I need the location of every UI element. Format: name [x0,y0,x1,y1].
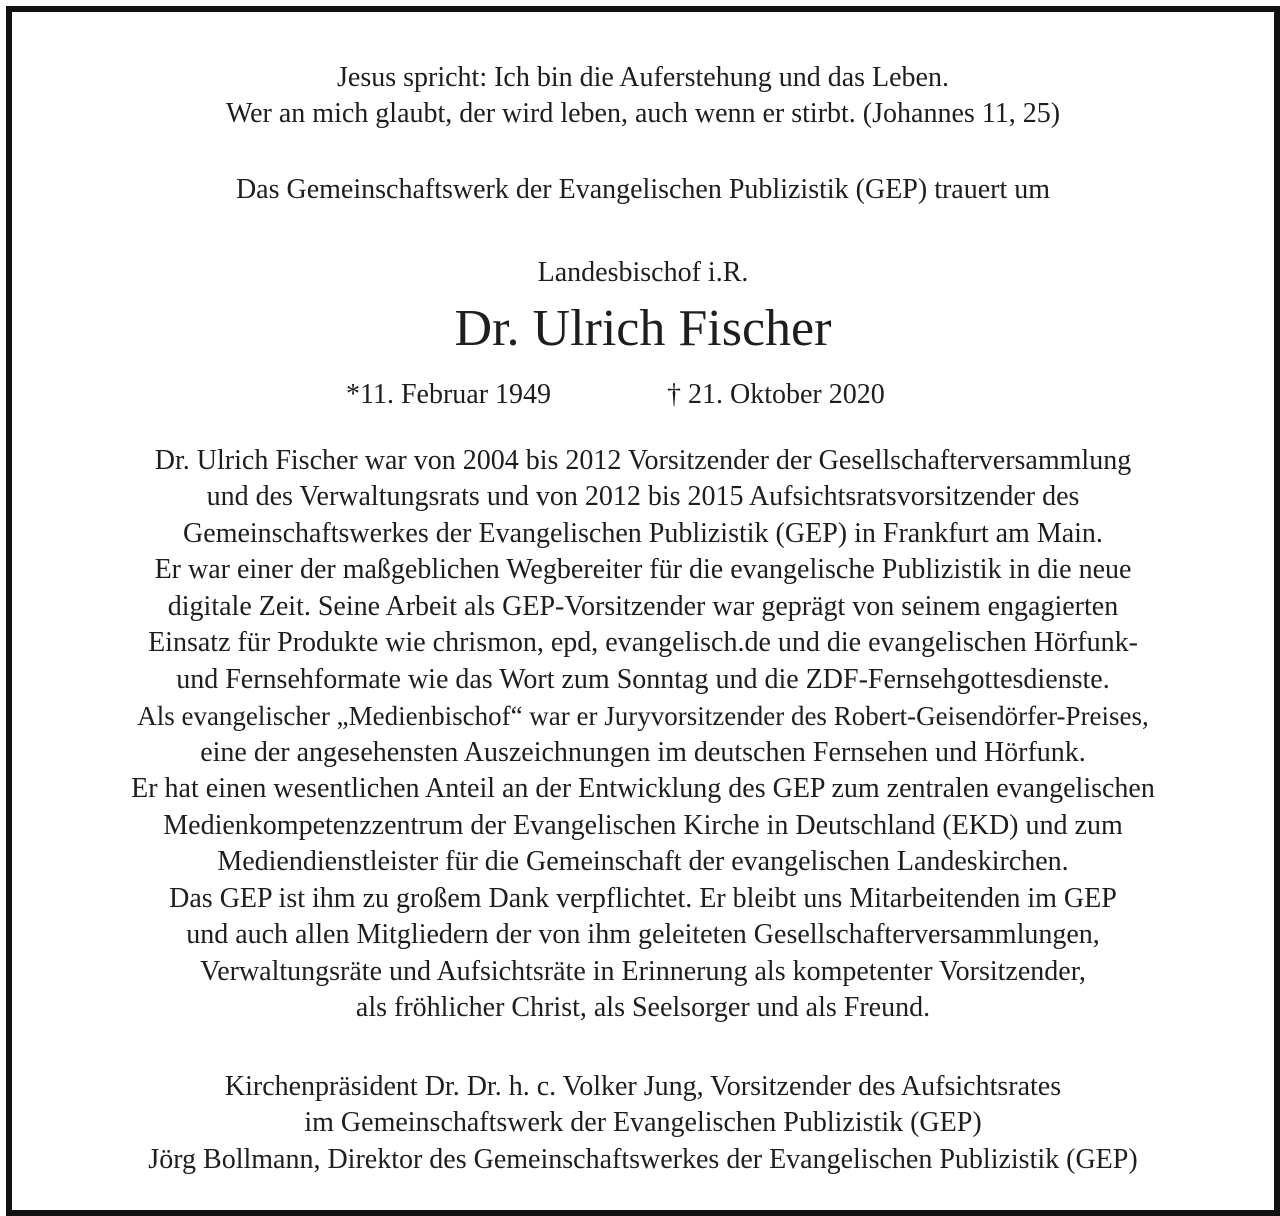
body-line: und Fernsehformate wie das Wort zum Sonntag und die ZDF-Fernsehgottesdienste. [176,664,1110,695]
birth-date: *11. Februar 1949 [346,379,552,410]
body-line: eine der angesehensten Auszeichnungen im deutschen Fernsehen und Hörfunk. [200,737,1086,768]
death-date: † 21. Oktober 2020 [667,379,885,410]
deceased-name: Dr. Ulrich Fischer [454,300,832,357]
bible-verse-line-1: Jesus spricht: Ich bin die Auferstehung und das Leben. [337,62,949,93]
body-line: Als evangelischer „Medienbischof“ war er Juryvorsitzender des Robert-Geisendörfer-Preises, [137,701,1149,731]
obituary-content [12,12,1274,1210]
body-line: Dr. Ulrich Fischer war von 2004 bis 2012 Vorsitzender der Gesellschafterversammlung [154,445,1132,476]
body-line: Gemeinschaftswerkes der Evangelischen Publizistik (GEP) in Frankfurt am Main. [183,518,1103,549]
obituary-frame [6,6,1280,1216]
signatory-line: Kirchenpräsident Dr. Dr. h. c. Volker Jung, Vorsitzender des Aufsichtsrates [224,1071,1062,1102]
body-line: und des Verwaltungsrats und von 2012 bis 2015 Aufsichtsratsvorsitzender des [206,481,1080,512]
body-line: als fröhlicher Christ, als Seelsorger und als Freund. [355,992,931,1023]
body-line: Mediendienstleister für die Gemeinschaft der evangelischen Landeskirchen. [217,846,1069,877]
signatory-line: im Gemeinschaftswerk der Evangelischen Publizistik (GEP) [304,1107,982,1138]
deceased-title: Landesbischof i.R. [537,257,749,288]
body-line: Verwaltungsräte und Aufsichtsräte in Erinnerung als kompetenter Vorsitzender, [200,956,1086,987]
mourning-intro: Das Gemeinschaftswerk der Evangelischen Publizistik (GEP) trauert um [235,174,1051,205]
body-line: Er war einer der maßgeblichen Wegbereiter für die evangelische Publizistik in die neue [154,554,1132,585]
signatory-line: Jörg Bollmann, Direktor des Gemeinschaftswerkes der Evangelischen Publizistik (GEP) [148,1144,1138,1175]
bible-verse-line-2: Wer an mich glaubt, der wird leben, auch wenn er stirbt. (Johannes 11, 25) [225,98,1061,129]
body-line: Medienkompetenzzentrum der Evangelischen Kirche in Deutschland (EKD) und zum [163,810,1123,841]
body-line: Er hat einen wesentlichen Anteil an der Entwicklung des GEP zum zentralen evangelischen [131,773,1155,804]
body-line: Das GEP ist ihm zu großem Dank verpflichtet. Er bleibt uns Mitarbeitenden im GEP [169,883,1117,914]
body-line: digitale Zeit. Seine Arbeit als GEP-Vorsitzender war geprägt von seinem engagierten [167,591,1119,622]
body-line: und auch allen Mitgliedern der von ihm geleiteten Gesellschafterversammlungen, [186,919,1100,950]
body-line: Einsatz für Produkte wie chrismon, epd, evangelisch.de und die evangelischen Hörfunk- [148,627,1138,658]
